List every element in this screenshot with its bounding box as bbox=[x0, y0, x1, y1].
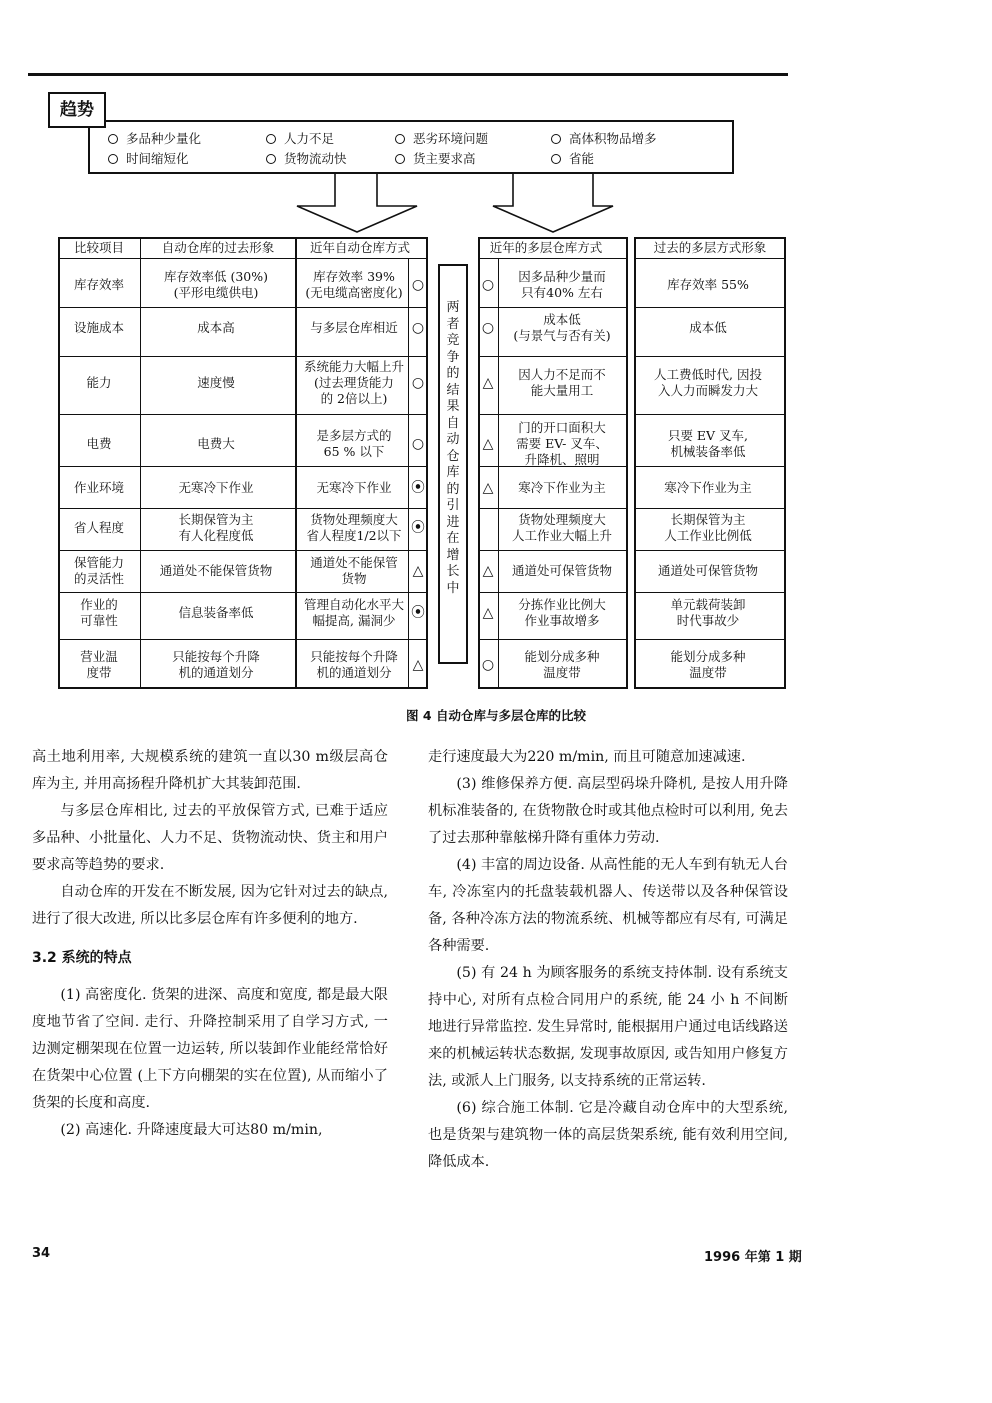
cell-line: 货物 bbox=[341, 571, 367, 586]
table-cell bbox=[74, 555, 124, 587]
cell-line: 与多层仓库相近 bbox=[310, 320, 398, 335]
triangle-mark-icon: △ bbox=[412, 563, 424, 579]
conclusion-char: 进 bbox=[446, 514, 460, 530]
table-cell bbox=[197, 436, 235, 452]
conclusion-char: 果 bbox=[446, 399, 460, 414]
cell-line: (与景气与否有关) bbox=[513, 328, 611, 343]
triangle-mark-icon: △ bbox=[482, 436, 494, 452]
paragraph: (1) 高密度化. 货架的进深、高度和宽度, 都是最大限度地节省了空间. 走行、升降控制采用了自学习方式, 一边测定棚架现在位置一边运转, 所以装卸作业能经常恰好在货架中心位置 (上下方向棚架的实在位置), 从而缩小了货架的长度和高度. bbox=[32, 987, 388, 1111]
conclusion-char: 自 bbox=[446, 415, 460, 431]
paragraph: (4) 丰富的周边设备. 从高性能的无人车到有轨无人台车, 冷冻室内的托盘装载机器人、传送带以及各种保管设备, 各种冷冻方法的物流系统、机械等都应有尽有, 可满足各种需要. bbox=[428, 857, 788, 954]
paragraph: 自动仓库的开发在不断发展, 因为它针对过去的缺点, 进行了很大改进, 所以比多层仓库有许多便利的地方. bbox=[32, 884, 388, 927]
trend-item-label: 货物流动快 bbox=[284, 151, 347, 166]
cell-line: 能划分成多种 bbox=[670, 649, 746, 664]
cell-line: 作业的 bbox=[80, 597, 118, 612]
cell-line: 系统能力大幅上升 bbox=[303, 359, 405, 374]
cell-line: 货物处理频度大 bbox=[310, 512, 398, 527]
paragraph: (2) 高速化. 升降速度最大可达80 m/min, bbox=[60, 1122, 323, 1138]
issue-label: 1996 年第 1 期 bbox=[704, 1250, 802, 1265]
trend-item-label: 人力不足 bbox=[284, 131, 335, 146]
double-circle-mark-icon: ⦿ bbox=[411, 480, 425, 496]
row-divider bbox=[58, 258, 428, 259]
cell-line: 货物处理频度大 bbox=[518, 512, 606, 527]
cell-line: 只能按每个升降 bbox=[310, 649, 398, 664]
triangle-mark-icon: △ bbox=[482, 605, 494, 621]
cell-line: 幅提高, 漏洞少 bbox=[312, 613, 396, 628]
right-table-mark-divider bbox=[498, 258, 499, 689]
row-divider bbox=[478, 356, 628, 357]
cell-line: 库存效率 bbox=[73, 277, 125, 292]
table-cell bbox=[74, 320, 124, 336]
arrow-right bbox=[493, 174, 613, 232]
table-cell bbox=[74, 520, 124, 536]
table-cell bbox=[310, 320, 398, 336]
table-cell bbox=[664, 512, 752, 544]
cell-line: 库存效率低 (30%) bbox=[163, 269, 269, 284]
cell-line: 单元载荷装卸 bbox=[670, 597, 746, 612]
trend-item-label: 高体积物品增多 bbox=[569, 131, 657, 146]
cell-line: 设施成本 bbox=[73, 320, 125, 335]
table-cell bbox=[197, 375, 235, 391]
triangle-mark-icon: △ bbox=[482, 480, 494, 496]
conclusion-char: 仓 bbox=[446, 448, 460, 464]
table-cell bbox=[172, 649, 260, 681]
double-circle-mark-icon: ⦿ bbox=[411, 520, 425, 536]
triangle-mark-icon: △ bbox=[412, 657, 424, 673]
left-column bbox=[32, 744, 388, 1144]
table-cell bbox=[518, 480, 606, 496]
conclusion-char: 结 bbox=[446, 382, 460, 398]
row-divider bbox=[634, 307, 786, 308]
cell-line: 能大量用工 bbox=[530, 383, 594, 398]
table-cell bbox=[86, 375, 111, 391]
table-cell bbox=[74, 480, 124, 496]
right-column bbox=[428, 744, 788, 1176]
conclusion-char: 长 bbox=[446, 564, 460, 579]
cell-line: 需要 EV- 叉车、 bbox=[516, 436, 608, 451]
cell-line: 是多层方式的 bbox=[316, 428, 392, 443]
conclusion-char: 者 bbox=[446, 316, 460, 332]
cell-line: 通道处不能保管 bbox=[310, 555, 398, 570]
arrow-left bbox=[297, 174, 417, 232]
circle-mark-icon: ○ bbox=[411, 320, 425, 336]
table-cell bbox=[306, 512, 401, 544]
conclusion-char: 的 bbox=[446, 366, 460, 381]
conclusion-char: 竞 bbox=[446, 333, 460, 348]
cell-line: 省人程度 bbox=[73, 520, 125, 535]
cell-line: 作业环境 bbox=[73, 480, 125, 495]
conclusion-char: 增 bbox=[446, 547, 460, 563]
cell-line: 保管能力 bbox=[73, 555, 125, 570]
row-divider bbox=[478, 307, 628, 308]
cell-line: 升降机、照明 bbox=[524, 452, 600, 467]
table-cell bbox=[670, 597, 745, 629]
table-cell bbox=[513, 312, 610, 344]
table-cell bbox=[74, 277, 124, 293]
left-table-col-divider bbox=[140, 237, 141, 689]
cell-line: 电费大 bbox=[197, 436, 235, 451]
conclusion-char: 两 bbox=[446, 300, 460, 315]
table-cell bbox=[524, 649, 599, 681]
cell-line: 人工作业大幅上升 bbox=[511, 528, 613, 543]
paragraph: 高土地利用率, 大规模系统的建筑一直以30 m级层高仓库为主, 并用高扬程升降机扩大其装卸范围. bbox=[32, 749, 388, 792]
table-header: 比较项目 bbox=[73, 240, 125, 255]
cell-line: 速度慢 bbox=[197, 375, 235, 390]
row-divider bbox=[634, 356, 786, 357]
table-cell bbox=[689, 320, 727, 336]
page-number: 34 bbox=[32, 1246, 51, 1261]
table-header: 近年的多层仓库方式 bbox=[489, 240, 603, 255]
row-divider bbox=[634, 592, 786, 593]
cell-line: 只要 EV 叉车, bbox=[667, 428, 749, 443]
cell-line: 作业事故增多 bbox=[524, 613, 600, 628]
table-cell bbox=[316, 428, 391, 460]
cell-line: 机的通道划分 bbox=[316, 665, 392, 680]
cell-line: 温度带 bbox=[543, 665, 581, 680]
cell-line: 只有40% 左右 bbox=[521, 285, 603, 300]
circle-mark-icon: ○ bbox=[411, 277, 425, 293]
table-cell bbox=[654, 367, 762, 399]
cell-line: 只能按每个升降 bbox=[172, 649, 260, 664]
cell-line: 寒冷下作业为主 bbox=[664, 480, 752, 495]
paragraph: (5) 有 24 h 为顾客服务的系统支持体制. 设有系统支持中心, 对所有点检合同用户的系统, 能 24 小 h 不间断地进行异常监控. 发生异常时, 能根据用户通过电话线路送来的机械运转状态数据, 发现事故原因, 或告知用户修复方法, 或派人上门服务, 以支持系统的正常运转. bbox=[428, 965, 788, 1089]
row-divider bbox=[478, 414, 628, 415]
cell-line: 机械装备率低 bbox=[670, 444, 746, 459]
row-divider bbox=[478, 639, 628, 640]
cell-line: 寒冷下作业为主 bbox=[518, 480, 606, 495]
table-cell bbox=[668, 428, 748, 460]
cell-line: 人工费低时代, 因投 bbox=[654, 367, 762, 382]
cell-line: 门的开口面积大 bbox=[518, 420, 606, 435]
row-divider bbox=[478, 258, 628, 259]
paragraph: (6) 综合施工体制. 它是冷藏自动仓库中的大型系统, 也是货架与建筑物一体的高层货架系统, 能有效利用空间, 降低成本. bbox=[428, 1100, 788, 1170]
section-heading: 3.2 系统的特点 bbox=[32, 950, 132, 966]
row-divider bbox=[58, 307, 428, 308]
paragraph: 走行速度最大为220 m/min, 而且可随意加速减速. bbox=[428, 749, 746, 765]
cell-line: 因人力不足而不 bbox=[518, 367, 606, 382]
row-divider bbox=[634, 414, 786, 415]
left-table-col-divider bbox=[295, 237, 297, 689]
row-divider bbox=[58, 356, 428, 357]
cell-line: 无寒冷下作业 bbox=[178, 480, 254, 495]
table-header: 近年自动仓库方式 bbox=[309, 240, 411, 255]
cell-line: 机的通道划分 bbox=[178, 665, 254, 680]
circle-mark-icon: ○ bbox=[411, 436, 425, 452]
trend-arrows bbox=[0, 0, 992, 240]
cell-line: 分拣作业比例大 bbox=[518, 597, 606, 612]
cell-line: 能力 bbox=[86, 375, 112, 390]
cell-line: 长期保管为主 bbox=[178, 512, 254, 527]
row-divider bbox=[58, 592, 428, 593]
cell-line: 入人力而瞬发力大 bbox=[657, 383, 759, 398]
left-table-mark-divider bbox=[408, 258, 409, 689]
cell-line: 无寒冷下作业 bbox=[316, 480, 392, 495]
row-divider bbox=[634, 508, 786, 509]
circle-mark-icon: ○ bbox=[481, 277, 495, 293]
row-divider bbox=[58, 414, 428, 415]
row-divider bbox=[478, 550, 628, 551]
cell-line: 营业温 bbox=[80, 649, 118, 664]
table-header: 自动仓库的过去形象 bbox=[161, 240, 275, 255]
table-cell bbox=[160, 563, 273, 579]
trend-label: 趋势 bbox=[48, 92, 106, 128]
table-cell bbox=[664, 480, 752, 496]
table-cell bbox=[310, 555, 398, 587]
triangle-mark-icon: △ bbox=[482, 375, 494, 391]
cell-line: 通道处可保管货物 bbox=[511, 563, 613, 578]
table-cell bbox=[304, 359, 404, 407]
row-divider bbox=[58, 508, 428, 509]
cell-line: 可靠性 bbox=[80, 613, 118, 628]
cell-line: 通道处可保管货物 bbox=[657, 563, 759, 578]
cell-line: 因多品种少量而 bbox=[518, 269, 606, 284]
circle-mark-icon: ○ bbox=[411, 375, 425, 391]
cell-line: 能划分成多种 bbox=[524, 649, 600, 664]
trend-item-label: 时间缩短化 bbox=[126, 151, 189, 166]
circle-mark-icon: ○ bbox=[481, 320, 495, 336]
conclusion-char: 库 bbox=[446, 465, 460, 480]
row-divider bbox=[634, 466, 786, 467]
row-divider bbox=[634, 639, 786, 640]
table-cell bbox=[164, 269, 268, 301]
table-cell bbox=[658, 563, 758, 579]
table-cell bbox=[80, 597, 118, 629]
table-cell bbox=[178, 480, 253, 496]
table-cell bbox=[670, 649, 745, 681]
conclusion-char: 在 bbox=[446, 531, 460, 546]
figure-caption: 图 4 自动仓库与多层仓库的比较 bbox=[406, 708, 586, 723]
row-divider bbox=[478, 592, 628, 593]
cell-line: 成本低 bbox=[689, 320, 727, 335]
cell-line: 长期保管为主 bbox=[670, 512, 746, 527]
cell-line: 库存效率 39% bbox=[313, 269, 395, 284]
cell-line: 成本高 bbox=[197, 320, 235, 335]
table-cell bbox=[178, 512, 253, 544]
cell-line: 的 2倍以上) bbox=[320, 391, 388, 406]
conclusion-char: 争 bbox=[446, 349, 460, 365]
row-divider bbox=[58, 639, 428, 640]
cell-line: 人工作业比例低 bbox=[664, 528, 752, 543]
table-cell bbox=[516, 420, 608, 468]
cell-line: 有人化程度低 bbox=[178, 528, 254, 543]
row-divider bbox=[58, 550, 428, 551]
cell-line: 65 % 以下 bbox=[323, 444, 385, 459]
paragraph: 与多层仓库相比, 过去的平放保管方式, 已难于适应多品种、小批量化、人力不足、货物流动快、货主和用户要求高等趋势的要求. bbox=[32, 803, 388, 873]
cell-line: 时代事故少 bbox=[676, 613, 740, 628]
circle-mark-icon: ○ bbox=[481, 657, 495, 673]
row-divider bbox=[634, 550, 786, 551]
table-cell bbox=[304, 597, 404, 629]
table-cell bbox=[316, 480, 391, 496]
conclusion-char: 的 bbox=[446, 481, 460, 497]
conclusion-char: 引 bbox=[446, 498, 460, 513]
table-cell bbox=[310, 649, 398, 681]
conclusion-char: 中 bbox=[446, 580, 460, 596]
table-cell bbox=[667, 277, 749, 293]
trend-item-label: 省能 bbox=[569, 151, 595, 166]
table-cell bbox=[518, 367, 606, 399]
row-divider bbox=[58, 466, 428, 467]
conclusion-char: 动 bbox=[446, 432, 460, 447]
cell-line: (平形电缆供电) bbox=[173, 285, 259, 300]
cell-line: 温度带 bbox=[689, 665, 727, 680]
trend-item-label: 货主要求高 bbox=[413, 151, 476, 166]
table-cell bbox=[86, 436, 111, 452]
table-cell bbox=[197, 320, 235, 336]
paragraph: (3) 维修保养方便. 高层型码垛升降机, 是按人用升降机标准装备的, 在货物散仓时或其他点检时可以利用, 免去了过去那种靠舷梯升降有重体力劳动. bbox=[428, 776, 788, 846]
table-cell bbox=[518, 269, 606, 301]
table-cell bbox=[512, 512, 612, 544]
cell-line: (过去理货能力 bbox=[314, 375, 394, 390]
row-divider bbox=[478, 508, 628, 509]
trend-item-label: 恶劣环境问题 bbox=[413, 131, 489, 146]
cell-line: 省人程度1/2以下 bbox=[306, 528, 402, 543]
conclusion-text bbox=[438, 300, 468, 597]
table-cell bbox=[512, 563, 612, 579]
cell-line: 电费 bbox=[86, 436, 112, 451]
cell-line: 成本低 bbox=[543, 312, 581, 327]
cell-line: (无电缆高密度化) bbox=[305, 285, 403, 300]
row-divider bbox=[634, 258, 786, 259]
table-cell bbox=[518, 597, 606, 629]
double-circle-mark-icon: ⦿ bbox=[411, 605, 425, 621]
cell-line: 度带 bbox=[86, 665, 112, 680]
table-header: 过去的多层方式形象 bbox=[653, 240, 767, 255]
cell-line: 信息装备率低 bbox=[178, 605, 254, 620]
table-cell bbox=[305, 269, 402, 301]
cell-line: 库存效率 55% bbox=[667, 277, 749, 292]
cell-line: 的灵活性 bbox=[73, 571, 125, 586]
trend-item-label: 多品种少量化 bbox=[126, 131, 202, 146]
triangle-mark-icon: △ bbox=[482, 563, 494, 579]
cell-line: 管理自动化水平大 bbox=[303, 597, 405, 612]
table-cell bbox=[178, 605, 253, 621]
table-cell bbox=[80, 649, 118, 681]
cell-line: 通道处不能保管货物 bbox=[159, 563, 273, 578]
